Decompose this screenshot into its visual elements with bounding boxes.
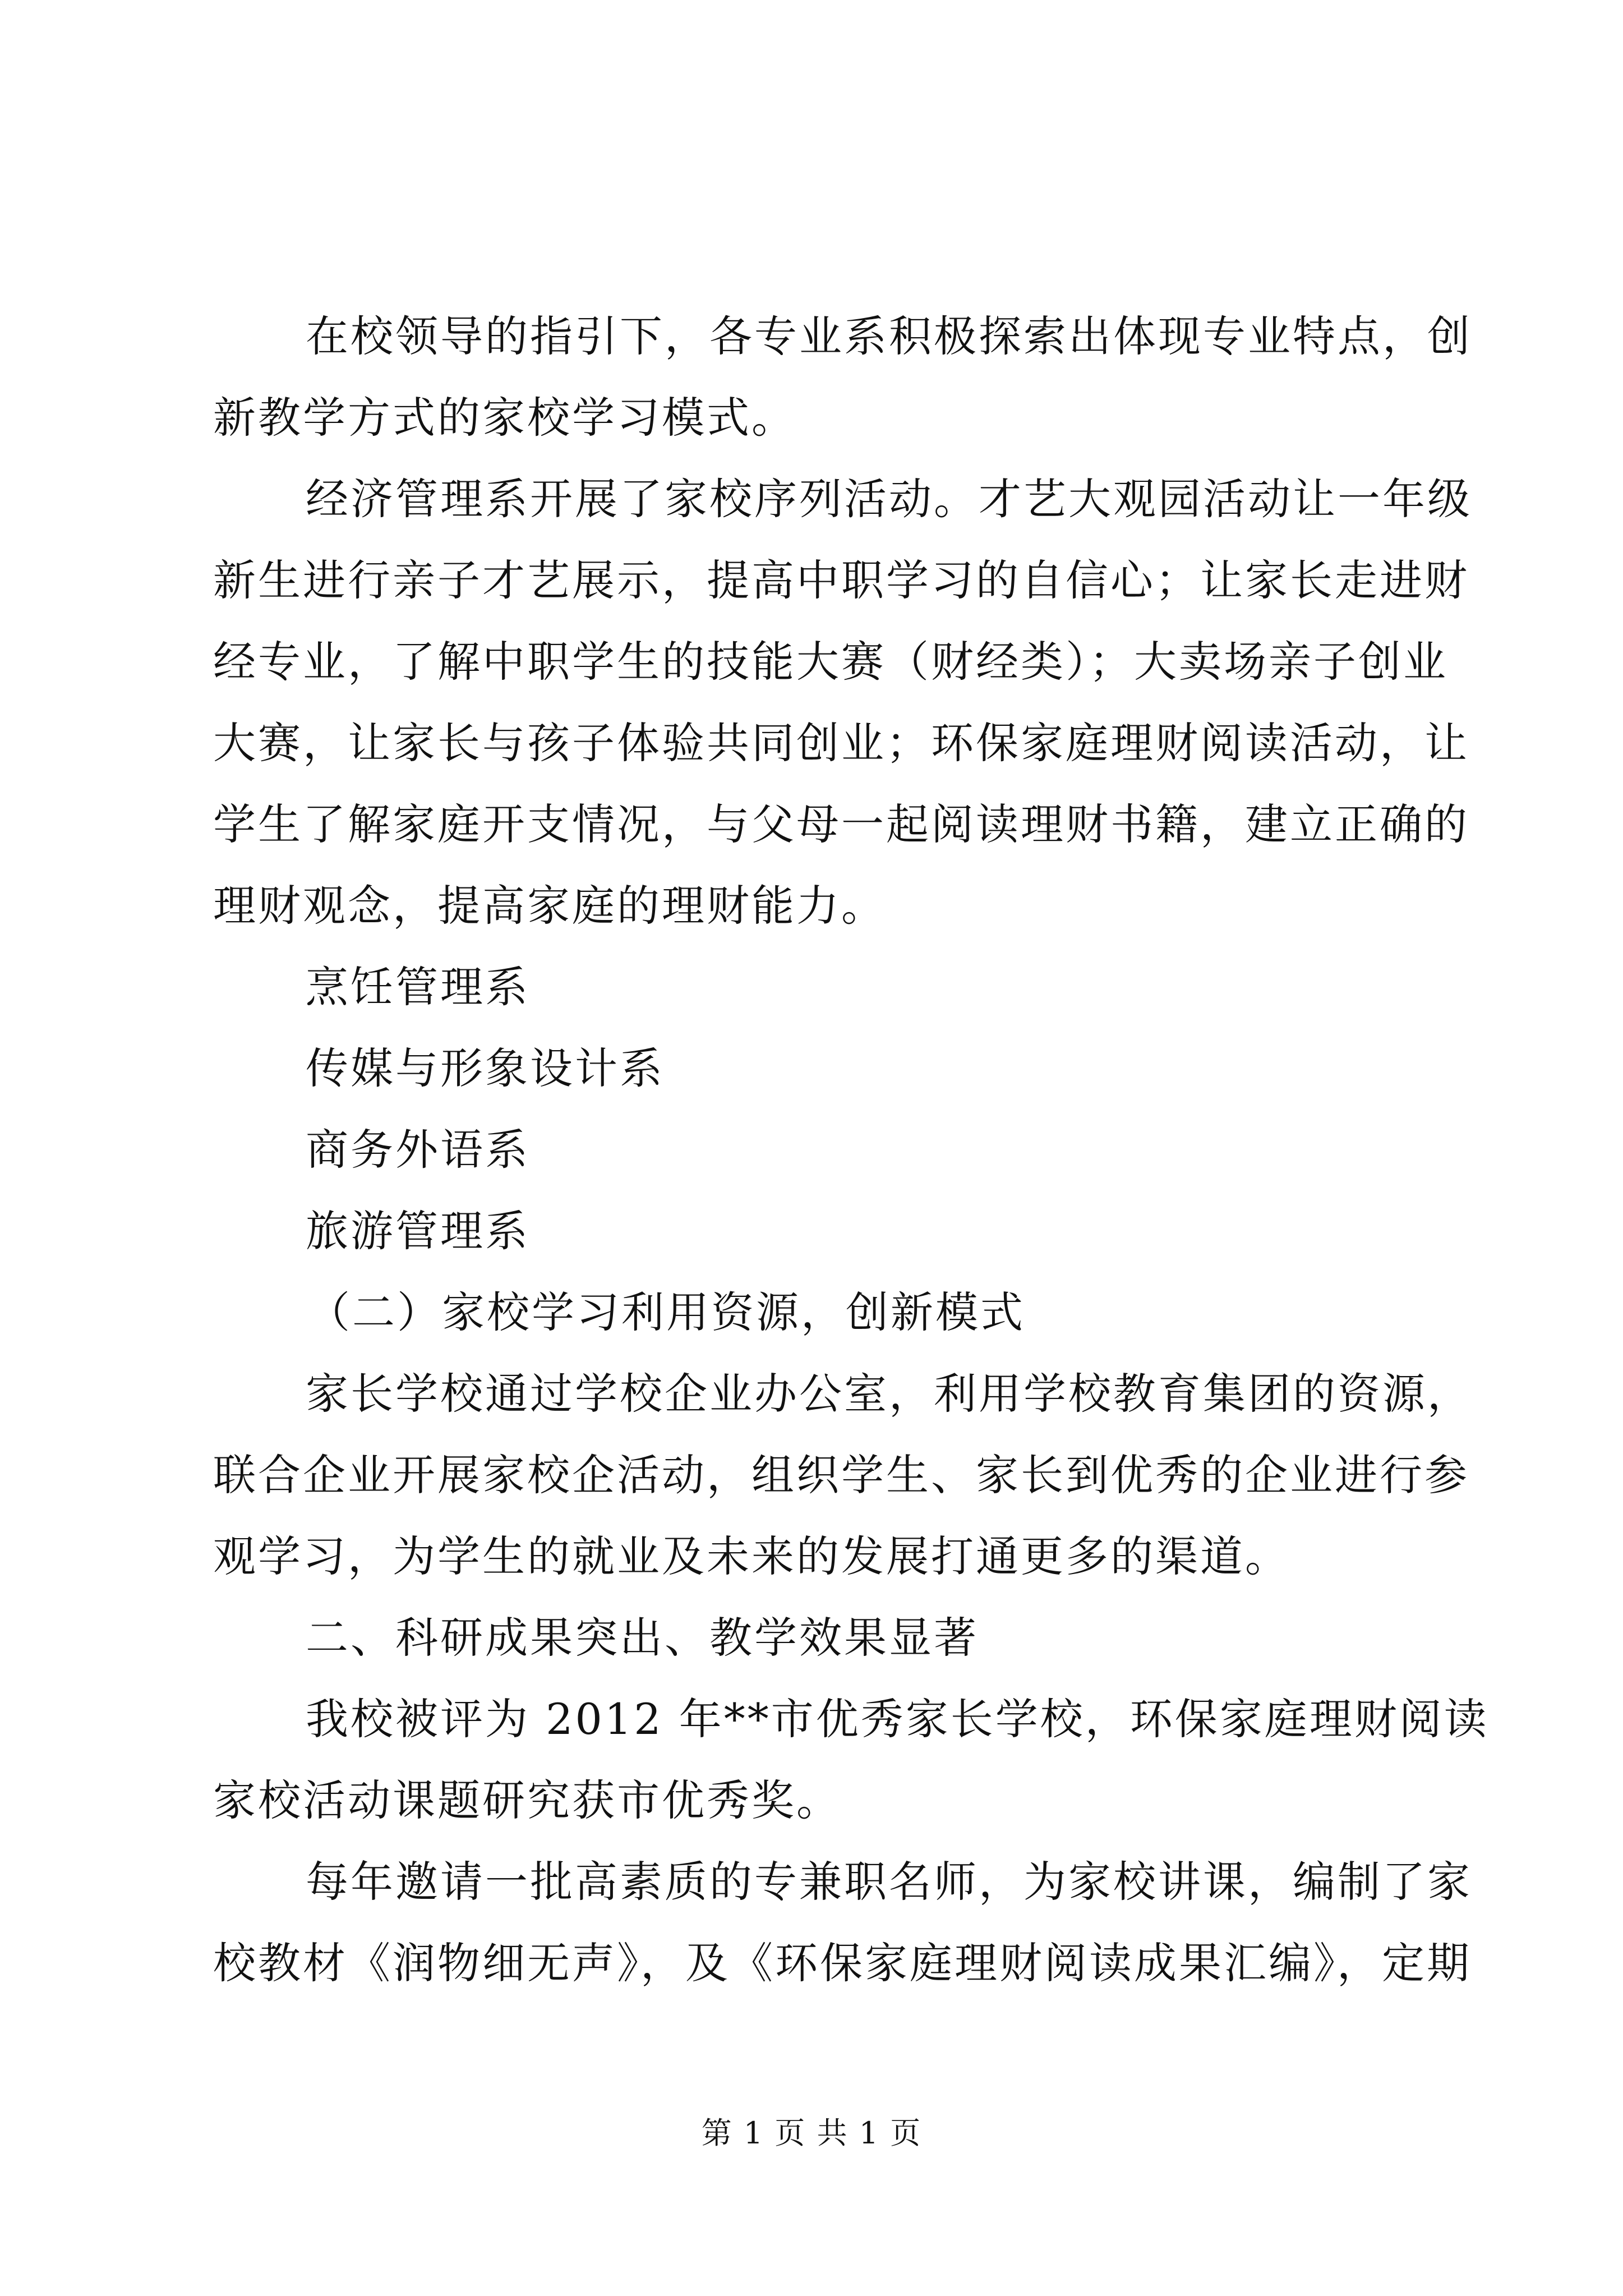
page-number-footer: 第 1 页 共 1 页 (701, 2115, 922, 2151)
paragraph-line: 经济管理系开展了家校序列活动。才艺大观园活动让一年级 (306, 474, 1472, 524)
paragraph-line: 家校活动课题研究获市优秀奖。 (213, 1775, 841, 1825)
paragraph-line: 理财观念，提高家庭的理财能力。 (213, 881, 886, 931)
paragraph-line: 联合企业开展家校企活动，组织学生、家长到优秀的企业进行参 (213, 1450, 1469, 1500)
department-item: 商务外语系 (306, 1125, 530, 1175)
paragraph-line: 家长学校通过学校企业办公室，利用学校教育集团的资源， (306, 1369, 1472, 1419)
paragraph-line: 观学习，为学生的就业及未来的发展打通更多的渠道。 (213, 1531, 1290, 1581)
paragraph-line: 我校被评为 2012 年**市优秀家长学校，环保家庭理财阅读 (306, 1694, 1489, 1744)
paragraph-line: 新教学方式的家校学习模式。 (213, 393, 796, 443)
section-heading: （二）家校学习利用资源，创新模式 (307, 1287, 1025, 1337)
department-item: 烹饪管理系 (306, 962, 530, 1012)
section-heading: 二、科研成果突出、教学效果显著 (306, 1613, 979, 1663)
paragraph-line: 在校领导的指引下，各专业系积极探索出体现专业特点，创 (306, 311, 1472, 361)
paragraph-line: 校教材《润物细无声》，及《环保家庭理财阅读成果汇编》，定期 (213, 1938, 1472, 1988)
department-item: 旅游管理系 (306, 1206, 530, 1256)
department-item: 传媒与形象设计系 (306, 1043, 665, 1093)
paragraph-line: 每年邀请一批高素质的专兼职名师，为家校讲课，编制了家 (306, 1857, 1472, 1907)
paragraph-line: 学生了解家庭开支情况，与父母一起阅读理财书籍，建立正确的 (213, 799, 1469, 849)
paragraph-line: 经专业，了解中职学生的技能大赛（财经类）；大卖场亲子创业 (213, 637, 1448, 687)
paragraph-line: 大赛，让家长与孩子体验共同创业；环保家庭理财阅读活动，让 (213, 718, 1469, 768)
paragraph-line: 新生进行亲子才艺展示，提高中职学习的自信心；让家长走进财 (213, 555, 1469, 605)
